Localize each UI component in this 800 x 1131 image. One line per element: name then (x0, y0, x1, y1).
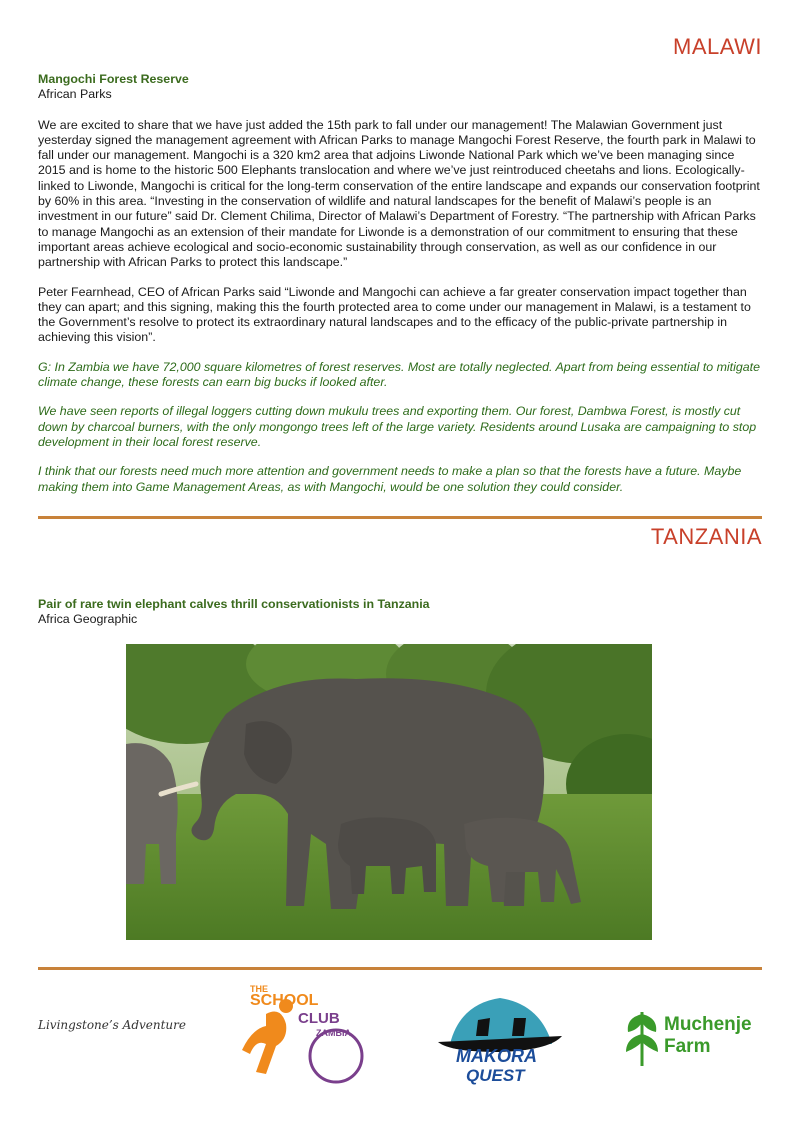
muchenje-line2: Farm (664, 1036, 711, 1057)
school-club-line1: THE (250, 984, 268, 994)
comment-paragraph: G: In Zambia we have 72,000 square kilometres of forest reserves. Most are totally neglected. Apart from being essential to mitigate climate change, these forests can earn big bucks if looked after. (38, 359, 760, 390)
section-title-malawi: MALAWI (673, 34, 762, 59)
article-title: Pair of rare twin elephant calves thrill conservationists in Tanzania (38, 597, 430, 611)
article-paragraph: Peter Fearnhead, CEO of African Parks said “Liwonde and Mangochi can achieve a far greater conservation impact together than they can apart; and this signing, making this the fourth protected area to come under our management in Malawi, is a testament to the Government’s resolve to protect its extraordinary natural landscapes and to the efficacy of the public-private partnership in achieving this vision”. (38, 284, 751, 345)
livingstone-logo (38, 1016, 188, 1034)
muchenje-farm-logo (622, 1004, 762, 1074)
school-club-line3: CLUB (298, 1010, 340, 1027)
elephant-photo (126, 644, 652, 940)
livingstone-logo-text: Livingstone’s Adventure (38, 1018, 187, 1032)
malawi-article (38, 72, 762, 509)
footer-divider (38, 967, 762, 970)
article-title: Mangochi Forest Reserve (38, 72, 189, 86)
muchenje-line1: Muchenje (664, 1014, 752, 1035)
comment-paragraph: We have seen reports of illegal loggers cutting down mukulu trees and exporting them. Our forest, Dambwa Forest, is mostly cut down by charcoal burners, with the only mongongo trees left of the large variety. Residents around Lusaka are campaigning to stop development in their local forest reserve. (38, 404, 757, 449)
article-paragraph: We are excited to share that we have just added the 15th park to fall under our management! The Malawian Government just yesterday signed the management agreement with African Parks to manage Mangochi Forest Reserve, the fourth park in Malawi to fall under our management. Mangochi is a 320 km2 area that adjoins Liwonde National Park which we’ve been managing since 2015 and is home to the historic 500 Elephants translocation and where we’ve just reintroduced cheetahs and lions. Ecologically-linked to Liwonde, Mangochi is critical for the long-term conservation of the entire landscape and expands our conservation footprint by 60% in this area. “Investing in the conservation of wildlife and natural landscapes for the benefit of Malawi’s people is an investment in our future” said Dr. Clement Chilima, Director of Malawi’s Department of Forestry. “The partnership with African Parks to manage Mangochi as an extension of their mandate for Liwonde is a demonstration of our commitment to ensuring that these important areas achieve ecological and socio-economic sustainability through conservation, as well as our confidence in our partnership with African Parks to protect this landscape.” (38, 117, 760, 270)
section-divider (38, 516, 762, 519)
article-source: Africa Geographic (38, 612, 138, 627)
makora-line1: MAKORA (456, 1046, 537, 1066)
sponsor-logos (38, 980, 762, 1090)
tanzania-article (38, 597, 762, 628)
article-source: African Parks (38, 87, 112, 102)
makora-line2: QUEST (466, 1066, 525, 1085)
leaf-icon (622, 1004, 662, 1068)
makora-quest-logo (430, 984, 570, 1090)
school-club-zambia-logo (236, 984, 376, 1090)
school-club-line4: ZAMBIA (316, 1028, 351, 1038)
section-title-tanzania: TANZANIA (650, 524, 762, 549)
school-club-line2: SCHOOL (250, 992, 319, 1009)
comment-paragraph: I think that our forests need much more attention and government needs to make a plan so that the forests have a future. Maybe making them into Game Management Areas, as with Mangochi, would be one solution they could consider. (38, 464, 742, 494)
